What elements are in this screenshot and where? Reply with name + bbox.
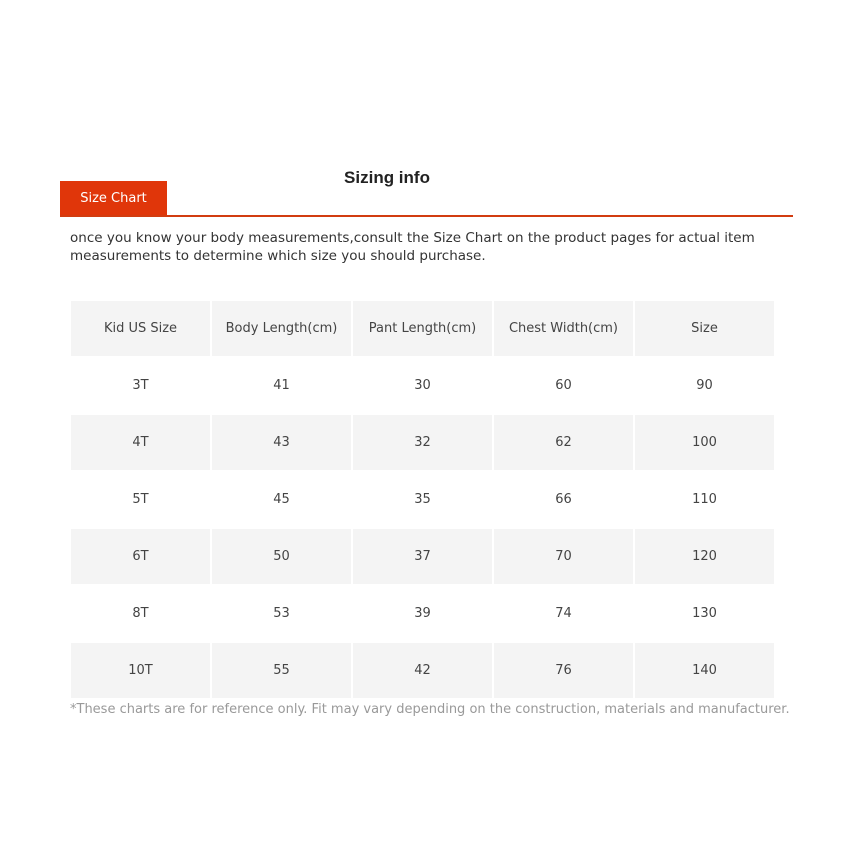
table-cell: 42 (353, 643, 492, 698)
table-cell: 74 (494, 586, 633, 641)
intro-text: once you know your body measurements,consult the Size Chart on the product pages for actual item measurements to determine which size you should purchase. (70, 230, 755, 264)
column-header-size: Size (635, 301, 774, 356)
table-row (71, 415, 774, 470)
table-cell: 3T (71, 358, 210, 413)
table-cell: 140 (635, 643, 774, 698)
column-header-body-length: Body Length(cm) (212, 301, 351, 356)
table-cell: 35 (353, 472, 492, 527)
table-cell: 53 (212, 586, 351, 641)
table-cell: 10T (71, 643, 210, 698)
column-header-pant-length: Pant Length(cm) (353, 301, 492, 356)
table-cell: 32 (353, 415, 492, 470)
table-row (71, 358, 774, 413)
table-cell: 43 (212, 415, 351, 470)
table-cell: 70 (494, 529, 633, 584)
table-cell: 110 (635, 472, 774, 527)
table-row (71, 472, 774, 527)
table-cell: 100 (635, 415, 774, 470)
table-cell: 120 (635, 529, 774, 584)
column-header-kid-us-size: Kid US Size (71, 301, 210, 356)
table-header-row (71, 301, 774, 356)
table-cell: 76 (494, 643, 633, 698)
table-cell: 6T (71, 529, 210, 584)
table-cell: 4T (71, 415, 210, 470)
column-header-chest-width: Chest Width(cm) (494, 301, 633, 356)
table-row (71, 529, 774, 584)
table-cell: 130 (635, 586, 774, 641)
table-row (71, 586, 774, 641)
table-row (71, 643, 774, 698)
table-cell: 66 (494, 472, 633, 527)
page-title: Sizing info (344, 168, 430, 187)
table-cell: 5T (71, 472, 210, 527)
table-cell: 39 (353, 586, 492, 641)
table-cell: 45 (212, 472, 351, 527)
table-cell: 60 (494, 358, 633, 413)
table-cell: 37 (353, 529, 492, 584)
table-cell: 90 (635, 358, 774, 413)
table-cell: 55 (212, 643, 351, 698)
size-table (69, 299, 776, 700)
footnote: *These charts are for reference only. Fit may vary depending on the construction, materials and manufacturer. (70, 702, 790, 717)
table-cell: 30 (353, 358, 492, 413)
table-cell: 50 (212, 529, 351, 584)
divider (60, 215, 793, 217)
table-cell: 62 (494, 415, 633, 470)
table-cell: 41 (212, 358, 351, 413)
tab-size-chart[interactable]: Size Chart (60, 181, 167, 216)
table-cell: 8T (71, 586, 210, 641)
